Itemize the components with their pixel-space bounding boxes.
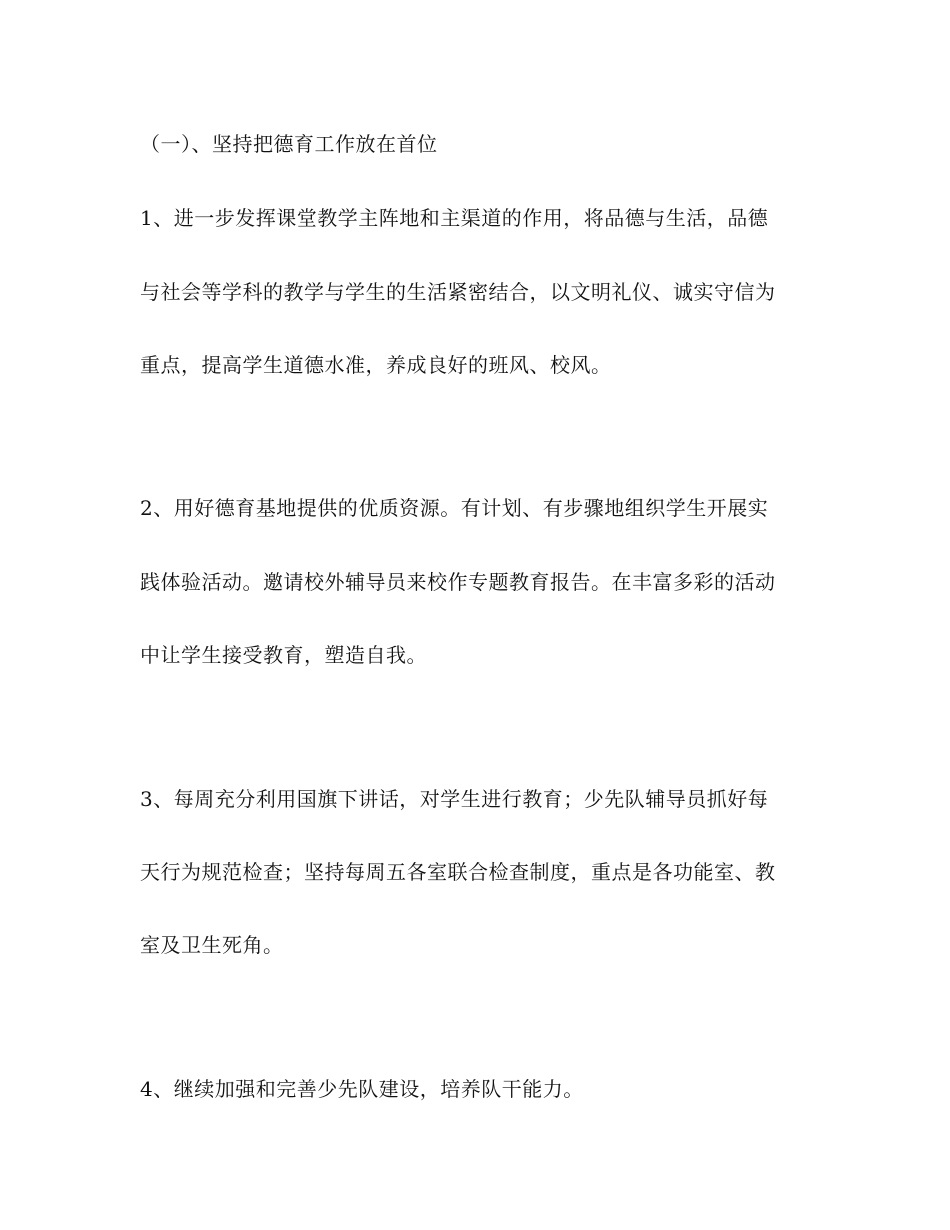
paragraph-line: 天行为规范检查；坚持每周五各室联合检查制度，重点是各功能室、教	[140, 860, 776, 884]
paragraph-line: 中让学生接受教育，塑造自我。	[140, 643, 427, 667]
paragraph-line: 3、每周充分利用国旗下讲话，对学生进行教育；少先队辅导员抓好每	[140, 787, 769, 811]
paragraph-line: 2、用好德育基地提供的优质资源。有计划、有步骤地组织学生开展实	[140, 496, 769, 520]
paragraph-line: 室及卫生死角。	[140, 933, 284, 957]
section-heading: （一）、坚持把德育工作放在首位	[140, 132, 438, 156]
paragraph-line: 4、继续加强和完善少先队建设，培养队干能力。	[140, 1077, 584, 1101]
paragraph-line: 践体验活动。邀请校外辅导员来校作专题教育报告。在丰富多彩的活动	[140, 570, 776, 594]
paragraph-line: 重点，提高学生道德水准，养成良好的班风、校风。	[140, 353, 612, 377]
paragraph-line: 1、进一步发挥课堂教学主阵地和主渠道的作用，将品德与生活，品德	[140, 206, 769, 230]
paragraph-line: 与社会等学科的教学与学生的生活紧密结合，以文明礼仪、诚实守信为	[140, 280, 776, 304]
